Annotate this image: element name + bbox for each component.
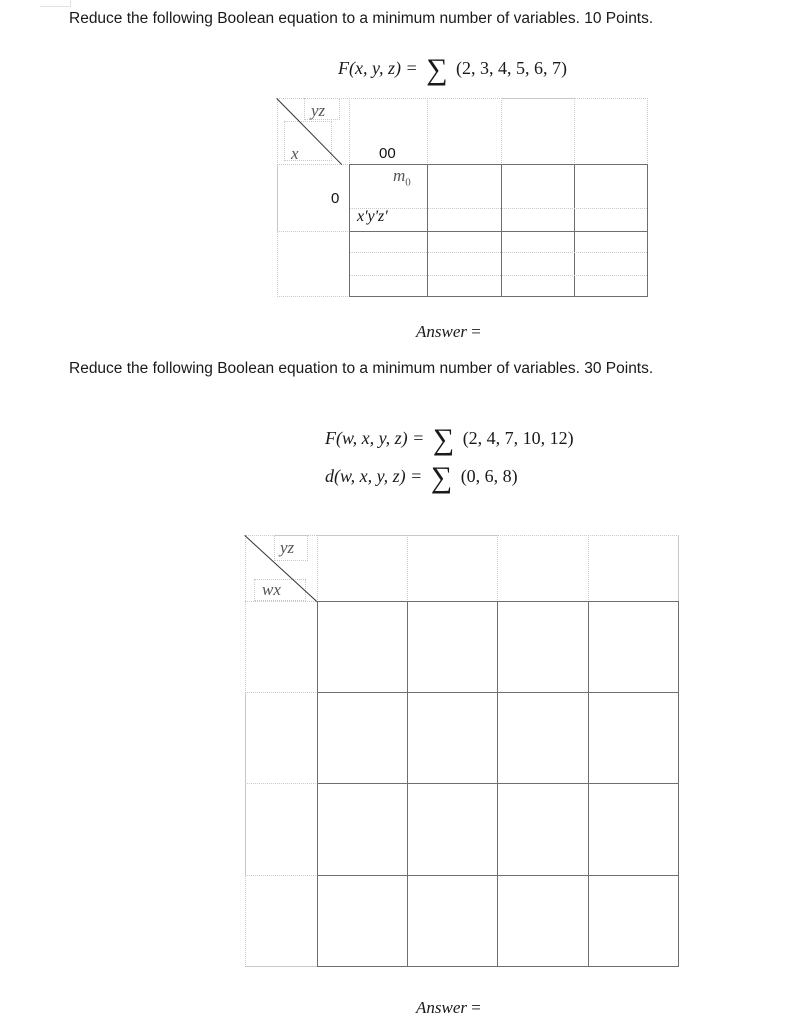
sigma-symbol: ∑ <box>426 53 448 86</box>
kmap-1-col-header-2 <box>427 98 502 165</box>
sigma-symbol-d: ∑ <box>430 461 453 494</box>
kmap-2-cell-3-0[interactable] <box>317 875 408 967</box>
answer-2-equals: = <box>471 998 481 1017</box>
kmap-1-cell-0-3[interactable] <box>574 164 648 232</box>
minterm-m: m <box>393 166 406 185</box>
kmap-1-row-header-0: 0 <box>331 190 340 207</box>
kmap-2-cell-0-0[interactable] <box>317 601 408 693</box>
minterm-subscript: 0 <box>405 176 411 189</box>
q2-f-minterms: (2, 4, 7, 10, 12) <box>462 428 574 448</box>
kmap-1-row-var: x <box>291 144 299 163</box>
kmap-2-cell-2-0[interactable] <box>317 783 408 876</box>
kmap-1-col-var: yz <box>311 101 326 120</box>
kmap-2-row-header-1 <box>245 601 318 693</box>
q2-f-lhs: F(w, x, y, z) = <box>325 428 425 448</box>
kmap-2-row-header-2 <box>245 692 318 784</box>
kmap-1-cell-expression: x'y'z' <box>357 208 388 225</box>
kmap-1-row-header-2 <box>277 231 350 297</box>
kmap-1-cell-0-2[interactable] <box>501 164 575 232</box>
kmap-1-col-header-3 <box>501 98 575 165</box>
answer-1-label: Answer <box>416 322 467 341</box>
kmap-2-cell-3-2[interactable] <box>497 875 589 967</box>
question-2-equation-f <box>325 420 574 456</box>
q2-dont-cares: (0, 6, 8) <box>460 466 518 486</box>
kmap-2-col-var: yz <box>280 538 295 557</box>
q2-d-lhs: d(w, x, y, z) = <box>325 466 423 486</box>
answer-1-equals: = <box>471 322 481 341</box>
q1-minterms: (2, 3, 4, 5, 6, 7) <box>456 58 568 78</box>
kmap-1-col-header-00: 00 <box>379 145 396 162</box>
kmap-1-cell-1-3[interactable] <box>574 231 648 297</box>
kmap-2-row-header-4 <box>245 875 318 967</box>
kmap-2-cell-2-2[interactable] <box>497 783 589 876</box>
kmap-2-cell-1-0[interactable] <box>317 692 408 784</box>
kmap-2-cell-3-3[interactable] <box>588 875 679 967</box>
kmap-1-inner-lines-2 <box>350 252 647 253</box>
kmap-2-cell-2-3[interactable] <box>588 783 679 876</box>
kmap-1-cell-1-1[interactable] <box>427 231 502 297</box>
question-2-prompt: Reduce the following Boolean equation to a minimum number of variables. 30 Points. <box>69 360 654 377</box>
kmap-2-cell-0-1[interactable] <box>407 601 498 693</box>
kmap-2-cell-0-3[interactable] <box>588 601 679 693</box>
kmap-1-cell-1-2[interactable] <box>501 231 575 297</box>
kmap-2-cell-1-3[interactable] <box>588 692 679 784</box>
kmap-2-col-header-4 <box>588 535 679 602</box>
question-2-answer <box>416 998 481 1018</box>
kmap-1-inner-lines-3 <box>350 275 647 276</box>
kmap-2-cell-1-1[interactable] <box>407 692 498 784</box>
kmap-1-minterm-m0 <box>393 166 411 188</box>
kmap-2-cell-1-2[interactable] <box>497 692 589 784</box>
kmap-1-cell-1-0[interactable] <box>349 231 428 297</box>
q1-equation-lhs: F(x, y, z) = <box>338 58 418 78</box>
kmap-2-cell-2-1[interactable] <box>407 783 498 876</box>
kmap-1-col-header-4 <box>574 98 648 165</box>
kmap-2-row-header-3 <box>245 783 318 876</box>
question-1-prompt: Reduce the following Boolean equation to a minimum number of variables. 10 Points. <box>69 10 654 27</box>
kmap-2-col-header-2 <box>407 535 498 602</box>
kmap-1-cell-0-1[interactable] <box>427 164 502 232</box>
question-1-answer <box>416 322 481 342</box>
kmap-1-inner-lines <box>350 208 647 209</box>
kmap-2-cell-3-1[interactable] <box>407 875 498 967</box>
answer-2-label: Answer <box>416 998 467 1017</box>
kmap-2-cell-0-2[interactable] <box>497 601 589 693</box>
page-corner-mark <box>40 0 71 7</box>
question-2-equation-d <box>325 458 518 494</box>
kmap-2-row-var: wx <box>262 580 281 599</box>
kmap-2-col-header-1 <box>317 535 408 602</box>
sigma-symbol-f: ∑ <box>432 423 455 456</box>
question-1-equation <box>338 50 568 86</box>
kmap-2-col-header-3 <box>497 535 589 602</box>
